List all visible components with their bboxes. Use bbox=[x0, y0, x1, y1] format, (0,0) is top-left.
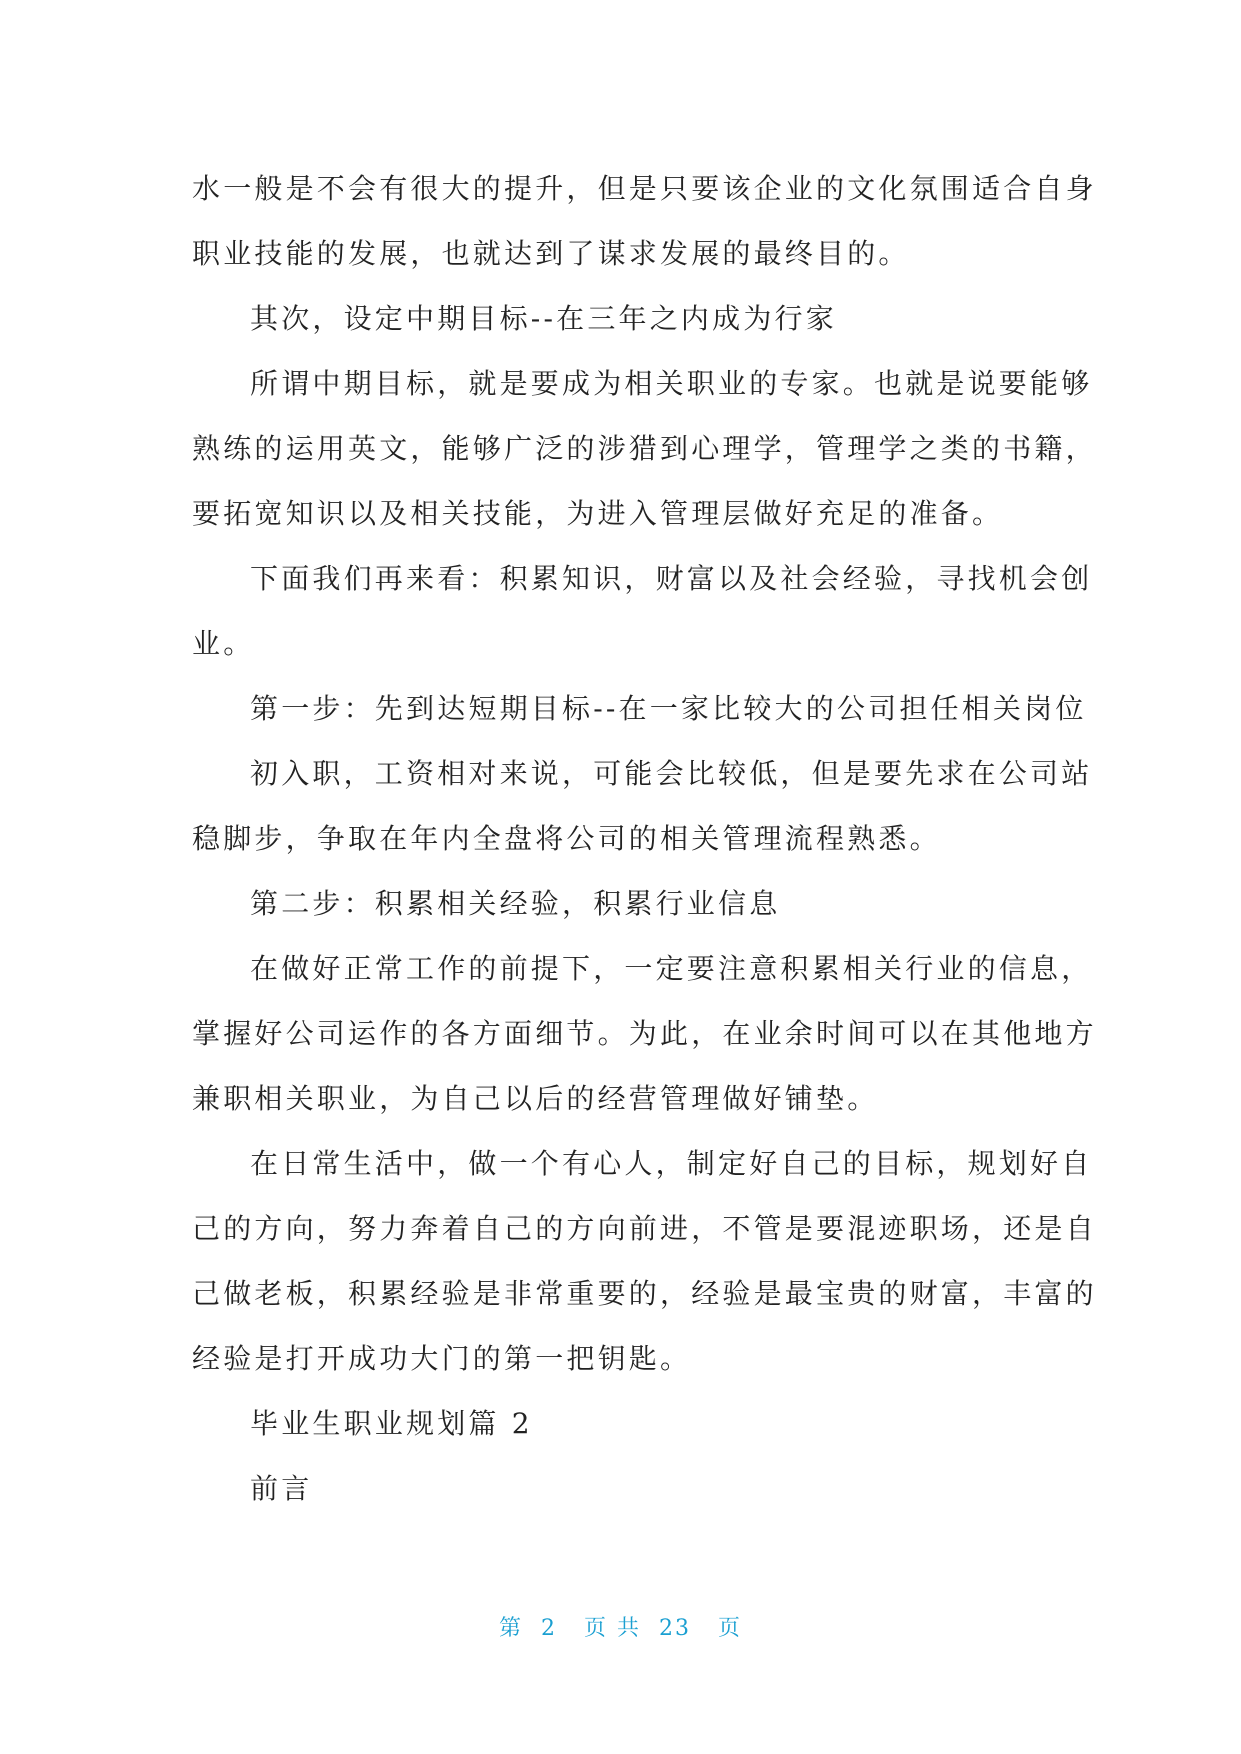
text-line: 在日常生活中，做一个有心人，制定好自己的目标，规划好自 bbox=[250, 1147, 1093, 1180]
text-line: 己做老板，积累经验是非常重要的，经验是最宝贵的财富，丰富的 bbox=[192, 1277, 1097, 1310]
preface-heading: 前言 bbox=[250, 1472, 313, 1505]
heading-mid-term-goal: 其次，设定中期目标--在三年之内成为行家 bbox=[250, 302, 837, 335]
text-line: 职业技能的发展，也就达到了谋求发展的最终目的。 bbox=[192, 237, 910, 270]
heading-step-two: 第二步：积累相关经验，积累行业信息 bbox=[250, 887, 781, 920]
section-title: 毕业生职业规划篇 2 bbox=[250, 1407, 533, 1440]
text-line: 在做好正常工作的前提下，一定要注意积累相关行业的信息， bbox=[250, 952, 1093, 985]
text-line: 兼职相关职业，为自己以后的经营管理做好铺垫。 bbox=[192, 1082, 879, 1115]
heading-step-one: 第一步：先到达短期目标--在一家比较大的公司担任相关岗位 bbox=[250, 692, 1087, 725]
text-line: 业。 bbox=[192, 627, 255, 660]
text-line: 经验是打开成功大门的第一把钥匙。 bbox=[192, 1342, 692, 1375]
text-line: 稳脚步，争取在年内全盘将公司的相关管理流程熟悉。 bbox=[192, 822, 941, 855]
text-line: 己的方向，努力奔着自己的方向前进，不管是要混迹职场，还是自 bbox=[192, 1212, 1097, 1245]
text-line: 所谓中期目标，就是要成为相关职业的专家。也就是说要能够 bbox=[250, 367, 1093, 400]
text-line: 掌握好公司运作的各方面细节。为此，在业余时间可以在其他地方 bbox=[192, 1017, 1097, 1050]
text-line: 下面我们再来看：积累知识，财富以及社会经验，寻找机会创 bbox=[250, 562, 1093, 595]
document-body bbox=[192, 156, 1097, 1521]
text-line: 水一般是不会有很大的提升，但是只要该企业的文化氛围适合自身 bbox=[192, 172, 1097, 205]
text-line: 初入职，工资相对来说，可能会比较低，但是要先求在公司站 bbox=[250, 757, 1093, 790]
text-line: 要拓宽知识以及相关技能，为进入管理层做好充足的准备。 bbox=[192, 497, 1004, 530]
page-number-footer: 第 2 页 共 23 页 bbox=[499, 1616, 742, 1641]
text-line: 熟练的运用英文，能够广泛的涉猎到心理学，管理学之类的书籍， bbox=[192, 432, 1097, 465]
